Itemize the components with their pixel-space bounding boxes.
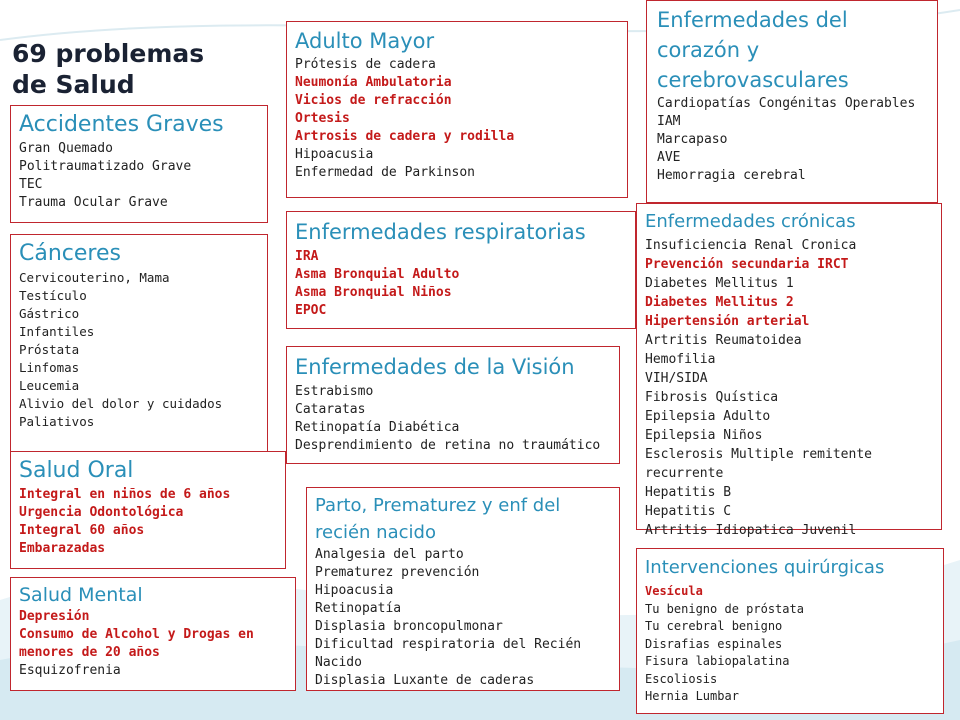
list-item: Hernia Lumbar (645, 689, 739, 703)
list-item: Ortesis (295, 111, 350, 126)
box-salud-mental (10, 577, 296, 691)
list-item: Cardiopatías Congénitas Operables (657, 96, 916, 111)
box-enfermedades-cronicas (636, 203, 942, 538)
box-title-line-3: cerebrovasculares (657, 68, 849, 92)
list-item: Diabetes Mellitus 2 (645, 295, 794, 310)
box-enfermedades-corazon (646, 0, 938, 203)
page-title-line-2: de Salud (12, 70, 135, 99)
list-item: Hipoacusia (315, 583, 394, 598)
list-item: Politraumatizado Grave (19, 159, 192, 174)
list-item: Desprendimiento de retina no traumático (295, 438, 601, 453)
list-item: Linfomas (19, 360, 80, 375)
box-parto-prematurez (306, 487, 620, 691)
list-item: Artrosis de cadera y rodilla (295, 129, 515, 144)
list-item: IRA (295, 249, 319, 264)
list-item: Trauma Ocular Grave (19, 195, 168, 210)
list-item: Paliativos (19, 414, 95, 429)
list-item: Gran Quemado (19, 141, 113, 156)
list-item: Esquizofrenia (19, 663, 121, 678)
list-item: Epilepsia Adulto (645, 409, 771, 424)
list-item: EPOC (295, 303, 327, 318)
list-item: Alivio del dolor y cuidados (19, 396, 223, 411)
list-item: AVE (657, 150, 681, 165)
list-item: Neumonía Ambulatoria (295, 75, 452, 90)
list-item: Diabetes Mellitus 1 (645, 276, 794, 291)
list-item: Retinopatía Diabética (295, 420, 460, 435)
list-item: Testículo (19, 288, 87, 303)
box-title-line-1: Parto, Prematurez y enf del (315, 495, 561, 516)
list-item: Vesícula (645, 584, 703, 598)
box-enfermedades-vision (286, 346, 620, 464)
box-accidentes-graves (10, 105, 268, 223)
box-title (657, 5, 927, 95)
box-title-line-1: Enfermedades del (657, 8, 848, 32)
list-item: TEC (19, 177, 43, 192)
box-title: Accidentes Graves (19, 112, 224, 137)
list-item: Epilepsia Niños (645, 428, 763, 443)
list-item: Displasia broncopulmonar (315, 619, 503, 634)
list-item: Hipoacusia (295, 147, 374, 162)
box-title-line-2: corazón y (657, 38, 760, 62)
box-salud-oral (10, 451, 286, 569)
list-item: Gástrico (19, 306, 80, 321)
list-item: Analgesia del parto (315, 547, 464, 562)
list-item: Integral 60 años (19, 523, 145, 538)
list-item: Fibrosis Quística (645, 390, 779, 405)
list-item: Vicios de refracción (295, 93, 452, 108)
box-title: Intervenciones quirúrgicas (645, 557, 885, 578)
box-title: Salud Oral (19, 458, 134, 483)
list-item: menores de 20 años (19, 645, 160, 660)
box-title-line-2: recién nacido (315, 522, 436, 543)
box-title: Adulto Mayor (295, 29, 435, 53)
list-item: Retinopatía (315, 601, 402, 616)
page-title-line-1: 69 problemas (12, 39, 205, 68)
list-item: Tu cerebral benigno (645, 619, 783, 633)
list-item: Urgencia Odontológica (19, 505, 184, 520)
list-item: IAM (657, 114, 681, 129)
box-adulto-mayor (286, 21, 628, 198)
list-item: Enfermedad de Parkinson (295, 165, 476, 180)
list-item: Leucemia (19, 378, 80, 393)
list-item: Escoliosis (645, 671, 718, 686)
list-item: Asma Bronquial Niños (295, 285, 452, 300)
list-item: Prevención secundaria IRCT (645, 257, 849, 272)
list-item: Disrafias espinales (645, 636, 783, 651)
list-item: Hipertensión arterial (645, 314, 810, 329)
list-item: Estrabismo (295, 384, 374, 399)
list-item: Artritis Reumatoidea (645, 333, 802, 348)
list-item: Hepatitis C (645, 504, 732, 519)
list-item: Fisura labiopalatina (645, 654, 790, 668)
list-item: Próstata (19, 342, 80, 357)
list-item: Marcapaso (657, 132, 728, 147)
list-item: Asma Bronquial Adulto (295, 267, 460, 282)
box-title: Enfermedades de la Visión (295, 355, 575, 379)
list-item: VIH/SIDA (645, 371, 708, 386)
list-item: Hemofilia (645, 352, 716, 367)
box-title: Enfermedades respiratorias (295, 220, 586, 244)
list-item: Artritis Idiopatica Juvenil (645, 523, 857, 538)
list-item: Displasia Luxante de caderas (315, 673, 535, 688)
list-item: Consumo de Alcohol y Drogas en (19, 627, 254, 642)
list-item: Esclerosis Multiple remitente recurrente (645, 447, 872, 481)
page-title (12, 38, 204, 100)
list-item: Dificultad respiratoria del Recién Nacido (315, 637, 582, 670)
list-item: Cervicouterino, Mama (19, 270, 170, 285)
list-item: Integral en niños de 6 años (19, 487, 231, 502)
list-item: Embarazadas (19, 541, 106, 556)
box-enfermedades-respiratorias (286, 211, 636, 329)
box-title: Enfermedades crónicas (645, 211, 856, 232)
list-item: Prótesis de cadera (295, 57, 436, 72)
box-intervenciones-quirurgicas (636, 548, 944, 714)
list-item: Infantiles (19, 324, 95, 339)
list-item: Hemorragia cerebral (657, 168, 806, 183)
box-title: Salud Mental (19, 584, 143, 606)
box-title: Cánceres (19, 241, 121, 266)
list-item: Hepatitis B (645, 485, 732, 500)
list-item: Insuficiencia Renal Cronica (645, 238, 857, 253)
box-title (315, 492, 611, 546)
list-item: Tu benigno de próstata (645, 601, 804, 616)
list-item: Cataratas (295, 402, 366, 417)
list-item: Depresión (19, 609, 90, 624)
box-canceres (10, 234, 268, 452)
list-item: Prematurez prevención (315, 565, 480, 580)
